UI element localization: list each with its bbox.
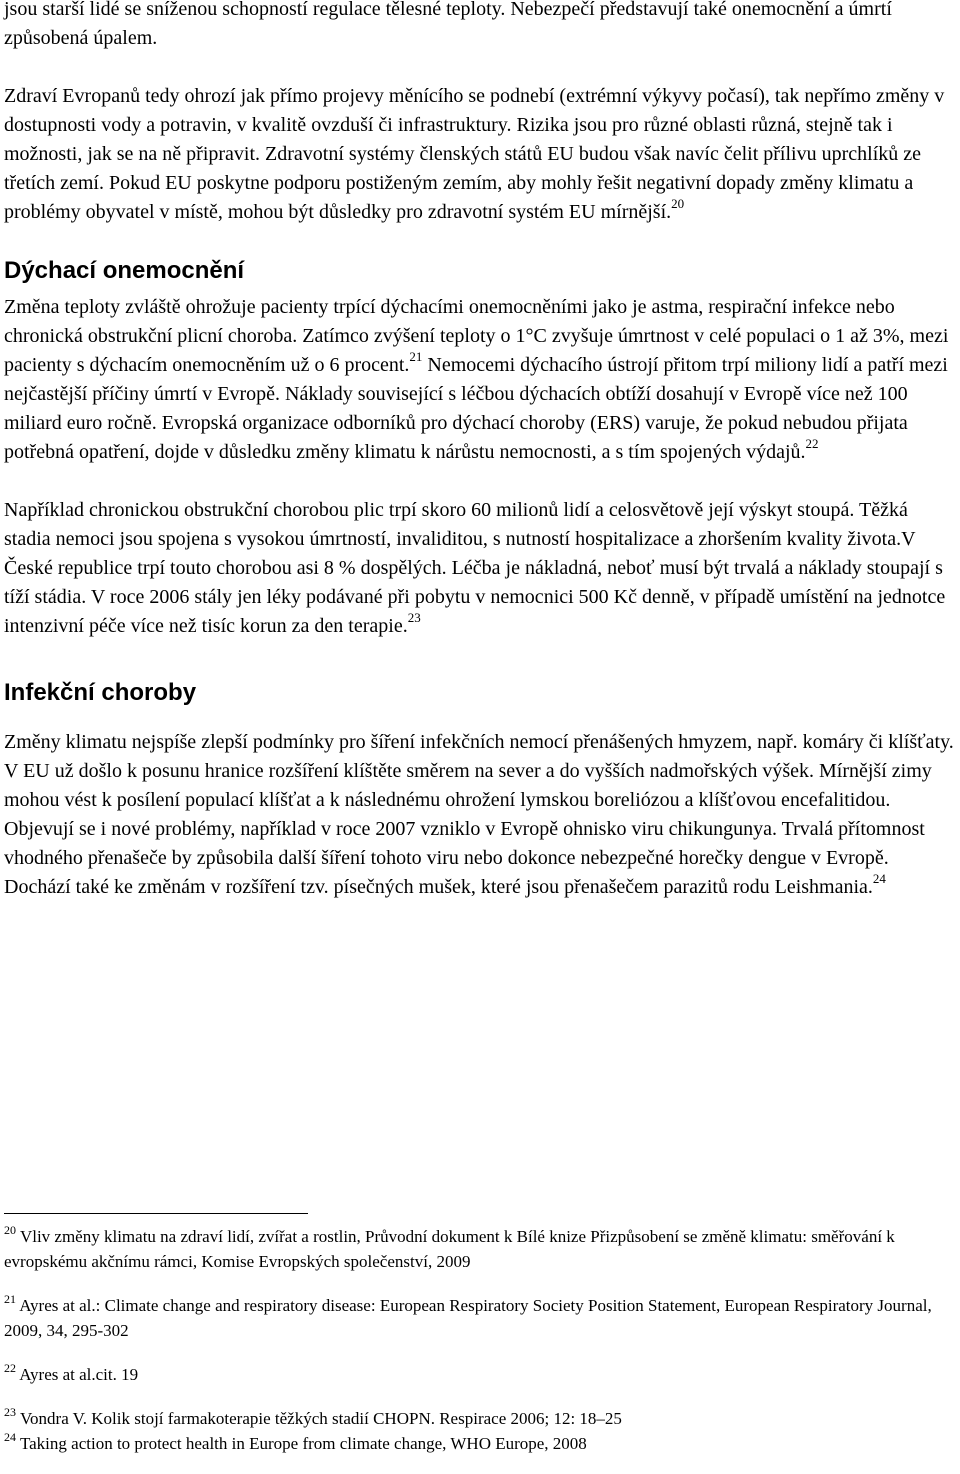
footnote-24: $^{24}$ Taking action to protect health in Europe from climate change, WHO Europe, 2008 xyxy=(4,1430,587,1453)
footnote-21: $^{21}$ Ayres at al.: Climate change and respiratory disease: European Respiratory Society Position Statement, European Respiratory Journal, 2009, 34, 295-302 xyxy=(4,1292,932,1340)
paragraph-infectious: Změny klimatu nejspíše zlepší podmínky pro šíření infekčních nemocí přenášených hmyzem, např. komáry či klíšťaty. V EU už došlo k posunu hranice rozšíření klíštěte směrem na sever a do vyšších nadmořských výšek. Mírnější zimy mohou vést k posílení populací klíšťat a k následnému ohrožení lymskou boreliózou a klíšťovou encefalitidou. Objevují se i nové problémy, například v roce 2007 vzniklo v Evropě ohnisko viru chikungunya. Trvalá přítomnost vhodného přenašeče by způsobila další šíření tohoto viru nebo dokonce nebezpečné horečky dengue v Evropě. Dochází také ke změnám v rozšíření tzv. písečných mušek, které jsou přenašečem parazitů rodu Leishmania.$^{24}$ xyxy=(4,731,954,898)
footnote-20: $^{20}$ Vliv změny klimatu na zdraví lidí, zvířat a rostlin, Průvodní dokument k Bílé knize Přizpůsobení se změně klimatu: směřování k evropskému akčnímu rámci, Komise Evropských společenství, 2009 xyxy=(4,1223,895,1271)
footnote-number: 21 xyxy=(4,1292,16,1307)
footnote-23: $^{23}$ Vondra V. Kolik stojí farmakoterapie těžkých stadií CHOPN. Respirace 2006; 12: 18–25 xyxy=(4,1405,622,1428)
footnote-number: 24 xyxy=(4,1430,16,1445)
footnote-number: 20 xyxy=(4,1223,16,1238)
footnote-ref-24[interactable]: 24 xyxy=(872,871,886,887)
paragraph-heat-risks: jsou starší lidé se sníženou schopností regulace tělesné teploty. Nebezpečí představují také onemocnění a úmrtí způsobená úpalem. xyxy=(4,0,892,49)
footnote-number: 22 xyxy=(4,1361,16,1376)
paragraph-copd: Například chronickou obstrukční chorobou plic trpí skoro 60 milionů lidí a celosvětově její výskyt stoupá. Těžká stadia nemoci jsou spojena s vysokou úmrtností, invaliditou, s nutností hospitalizace a zhoršením kvality života.V České republice trpí touto chorobou asi 8 % dospělých. Léčba je nákladná, neboť musí být trvalá a náklady stoupají s tíží stádia. V roce 2006 stály jen léky podávané při pobytu v nemocnici 500 Kč denně, v případě umístění na jednotce intenzivní péče více než tisíc korun za den terapie.$^{23}$ xyxy=(4,499,946,637)
footnote-separator xyxy=(4,1213,308,1214)
footnotes xyxy=(4,1224,956,1456)
document-body xyxy=(4,0,956,902)
paragraph-health-threats: Zdraví Evropanů tedy ohrozí jak přímo projevy měnícího se podnebí (extrémní výkyvy počasí), tak nepřímo změny v dostupnosti vody a potravin, v kvalitě ovzduší či infrastruktury. Rizika jsou pro různé oblasti různá, stejně tak i možnosti, jak se na ně připravit. Zdravotní systémy členských států EU budou však navíc čelit přílivu uprchlíků ze třetích zemí. Pokud EU poskytne podporu postiženým zemím, aby mohly řešit negativní dopady změny klimatu a problémy obyvatel v místě, mohou být důsledky pro zdravotní systém EU mírnější.$^{20}$ xyxy=(4,85,945,223)
footnote-ref-21[interactable]: 21 xyxy=(409,349,423,365)
heading-infectious-diseases: Infekční choroby xyxy=(4,679,197,706)
heading-respiratory-diseases: Dýchací onemocnění xyxy=(4,257,245,284)
footnote-22: $^{22}$ Ayres at al.cit. 19 xyxy=(4,1361,139,1384)
paragraph-respiratory: Změna teploty zvláště ohrožuje pacienty trpící dýchacími onemocněními jako je astma, respirační infekce nebo chronická obstrukční plicní choroba. Zatímco zvýšení teploty o 1°C zvyšuje úmrtnost v celé populaci o 1 až 3%, mezi pacienty s dýchacím onemocněním už o 6 procent.$^{21}$ Nemocemi dýchacího ústrojí přitom trpí miliony lidí a patří mezi nejčastější příčiny úmrtí v Evropě. Náklady související s léčbou dýchacích obtíží dosahují v Evropě více než 100 miliard euro ročně. Evropská organizace odborníků pro dýchací choroby (ERS) varuje, že pokud nebudou přijata potřebná opatření, dojde v důsledku změny klimatu k nárůstu nemocnosti, a s tím spojených výdajů.$^{22}$ xyxy=(4,296,949,463)
footnote-ref-22[interactable]: 22 xyxy=(805,436,819,452)
footnote-number: 23 xyxy=(4,1405,16,1420)
footnote-ref-20[interactable]: 20 xyxy=(671,196,685,212)
footnote-ref-23[interactable]: 23 xyxy=(407,610,421,626)
